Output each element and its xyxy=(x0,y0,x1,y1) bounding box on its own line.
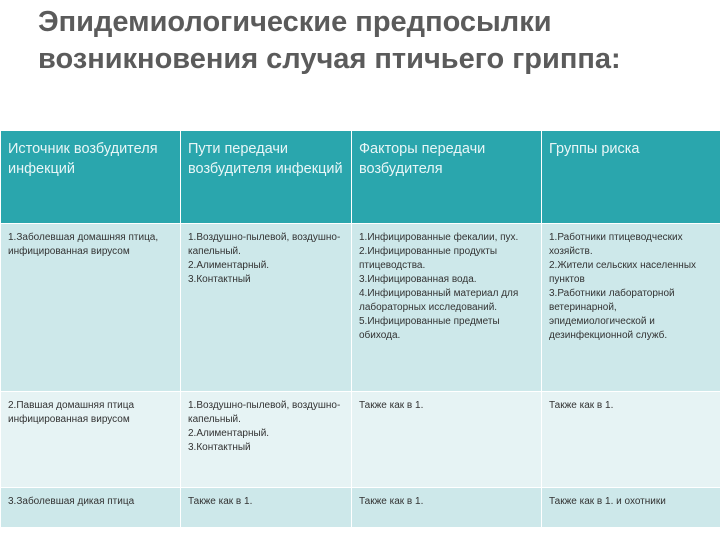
risk-table xyxy=(0,130,720,528)
table-row xyxy=(1,488,720,528)
table-row xyxy=(1,392,720,488)
cell-source xyxy=(1,224,181,392)
cell-factors xyxy=(352,224,542,392)
header-routes: Пути передачи возбудителя инфекций xyxy=(181,131,352,224)
cell-text: Также как в 1. xyxy=(359,400,424,411)
cell-routes xyxy=(181,392,352,488)
cell-text: Также как в 1. xyxy=(549,400,614,411)
cell-factors xyxy=(352,488,542,528)
cell-text: 1.Работники птицеводческих хозяйств. 2.Жители сельских населенных пунктов 3.Работники лабораторной ветеринарной, эпидемиологической и дезинфекционной служб. xyxy=(549,232,697,341)
cell-text: Также как в 1. и охотники xyxy=(549,496,666,507)
cell-routes xyxy=(181,488,352,528)
cell-text: Также как в 1. xyxy=(359,496,424,507)
cell-risk xyxy=(542,392,720,488)
cell-text: 1.Инфицированные фекалии, пух. 2.Инфицированные продукты птицеводства. 3.Инфицированная вода. 4.Инфицированный материал для лабораторных исследований. 5.Инфицированные предметы обихода. xyxy=(359,232,519,341)
cell-source xyxy=(1,488,181,528)
table-row xyxy=(1,224,720,392)
page-title: Эпидемиологические предпосылки возникновения случая птичьего гриппа: xyxy=(38,6,621,75)
cell-text: 3.Заболевшая дикая птица xyxy=(8,496,135,507)
header-risk-groups: Группы риска xyxy=(542,131,720,224)
cell-text: 1.Воздушно-пылевой, воздушно-капельный. 2.Алиментарный. 3.Контактный xyxy=(188,232,341,285)
cell-text: 2.Павшая домашняя птица инфицированная вирусом xyxy=(8,400,135,425)
cell-text: Также как в 1. xyxy=(188,496,253,507)
header-factors: Факторы передачи возбудителя xyxy=(352,131,542,224)
cell-risk xyxy=(542,224,720,392)
cell-text: 1.Воздушно-пылевой, воздушно-капельный. 2.Алиментарный. 3.Контактный xyxy=(188,400,341,453)
header-source: Источник возбудителя инфекций xyxy=(1,131,181,224)
table-header-row xyxy=(1,131,720,224)
cell-risk xyxy=(542,488,720,528)
cell-source xyxy=(1,392,181,488)
cell-text: 1.Заболевшая домашняя птица, инфицированная вирусом xyxy=(8,232,159,257)
cell-routes xyxy=(181,224,352,392)
cell-factors xyxy=(352,392,542,488)
